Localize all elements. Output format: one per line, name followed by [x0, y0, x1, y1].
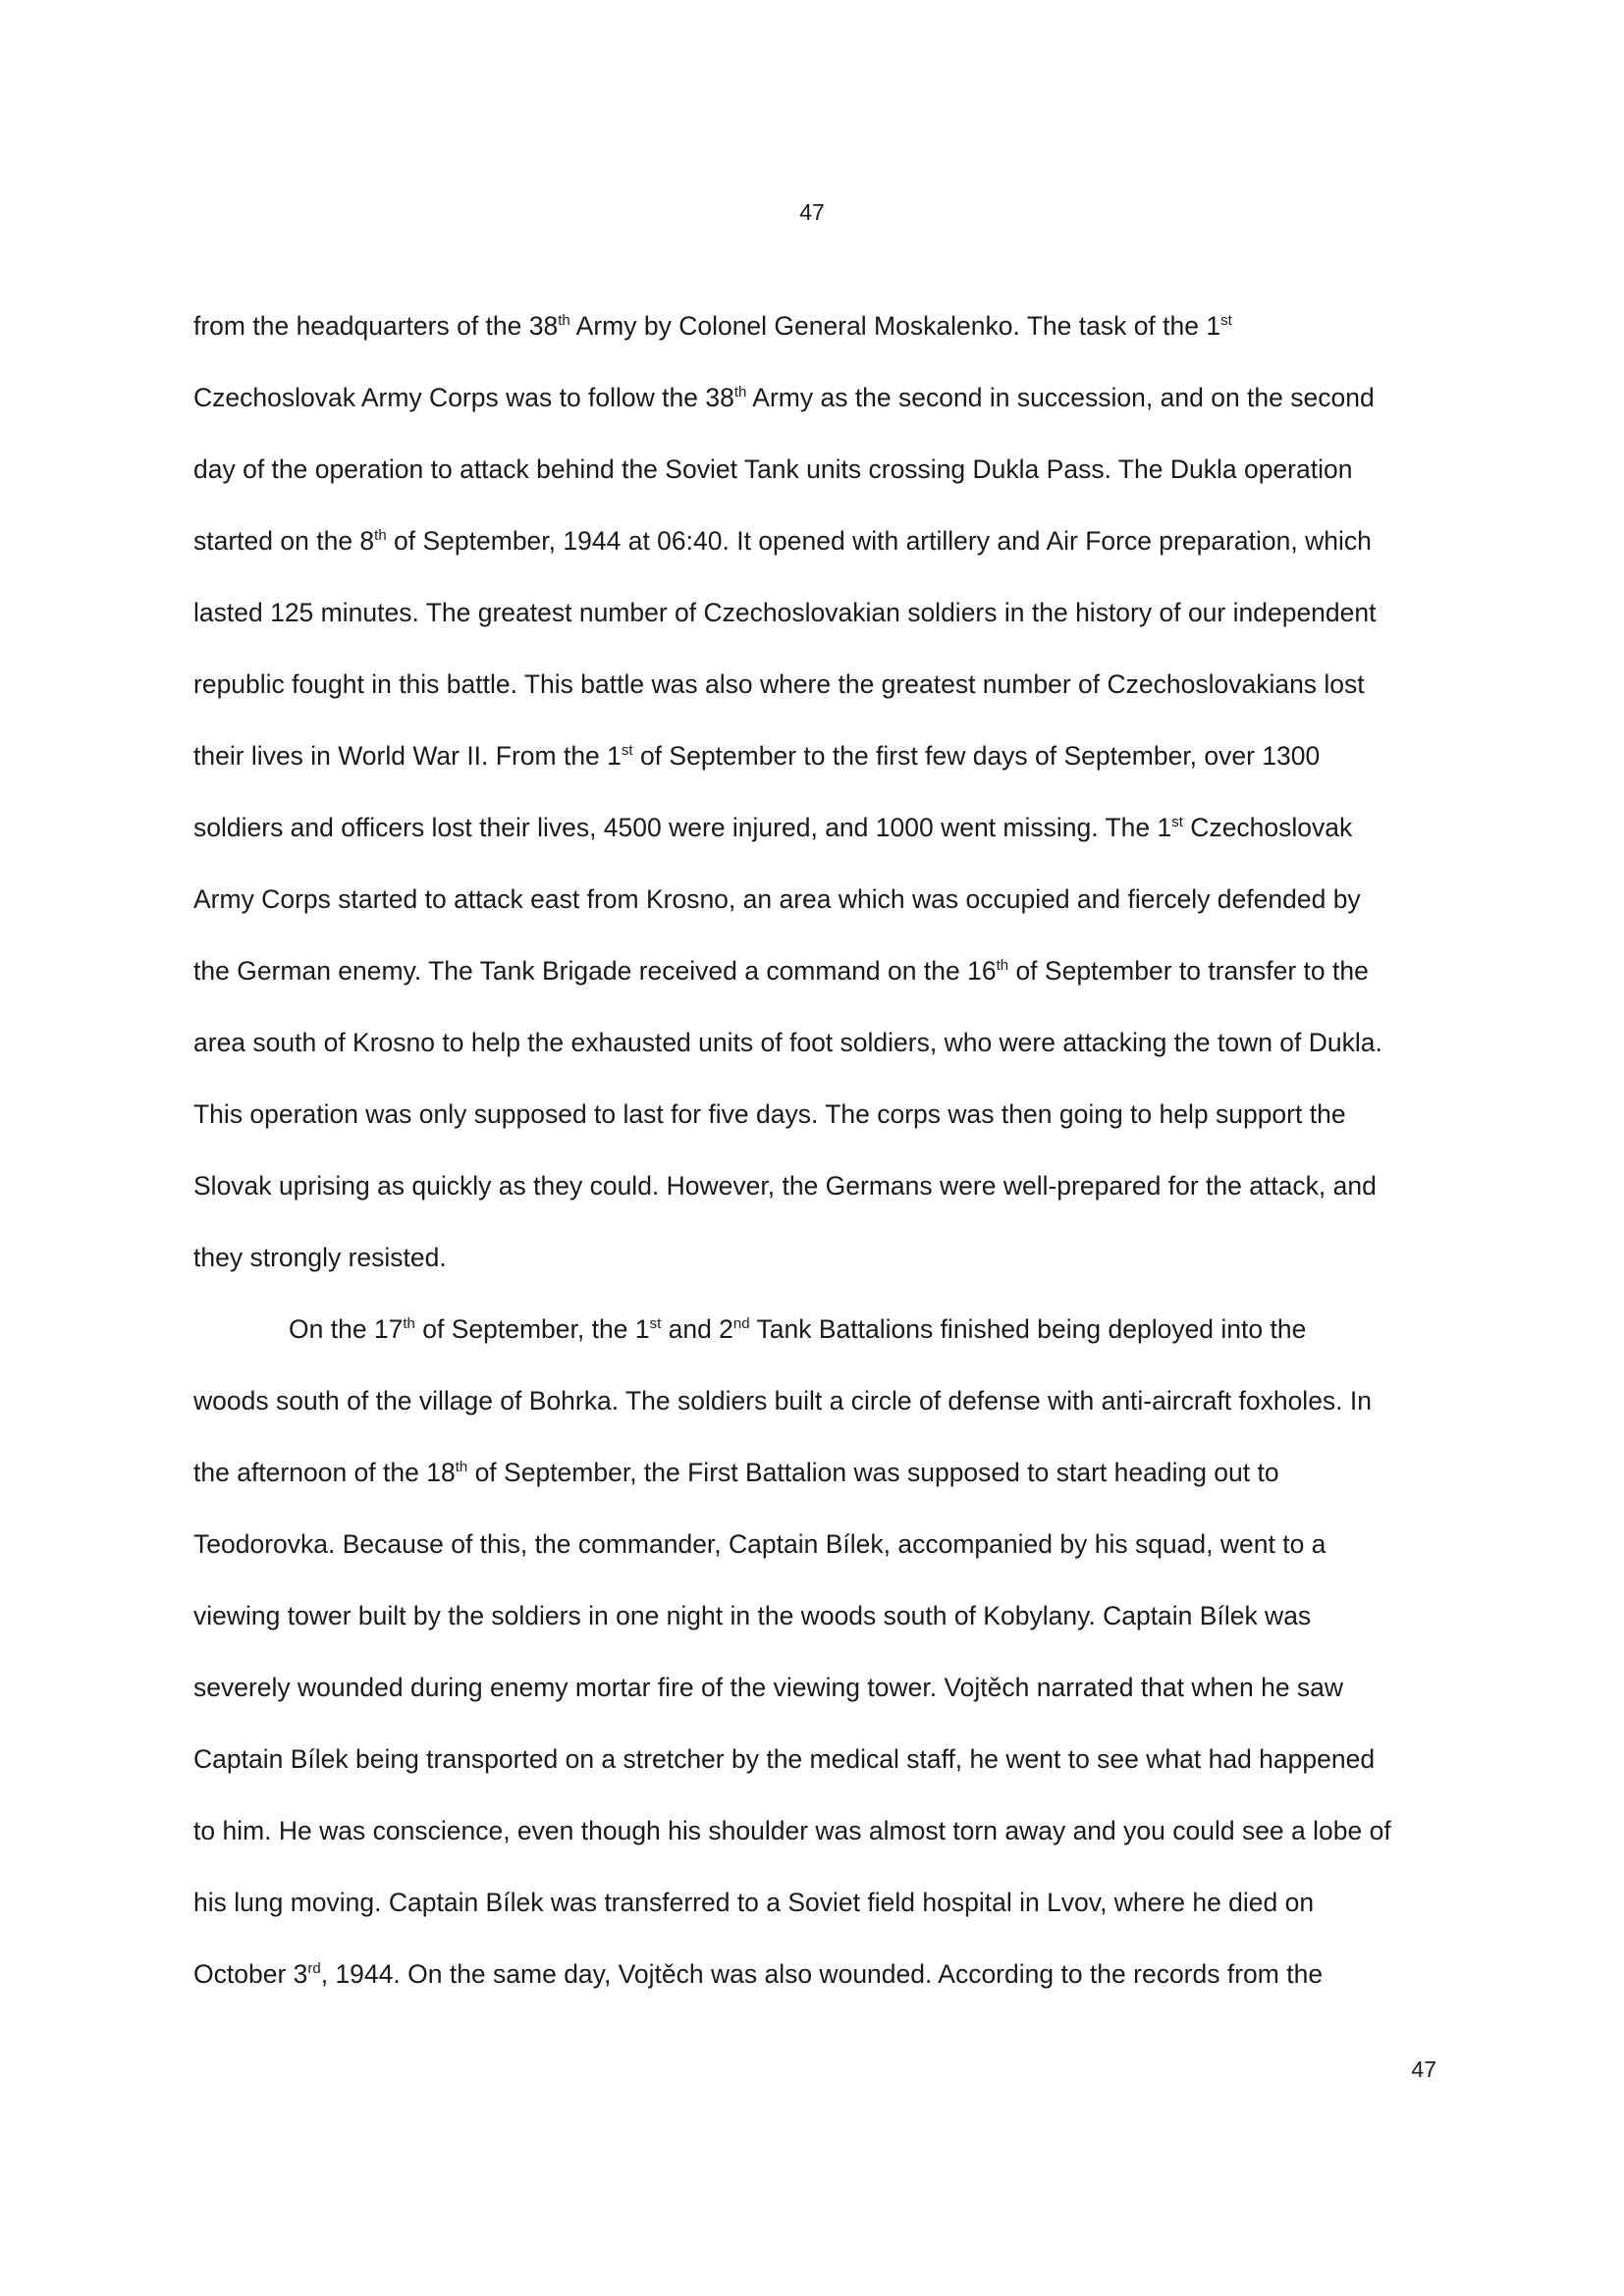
text-line — [193, 1437, 1460, 1509]
text-segment: to him. He was conscience, even though his shoulder was almost torn away and you could see a lobe of — [193, 1816, 1391, 1845]
text-line — [193, 649, 1460, 721]
text-segment: Tank Battalions finished being deployed into the — [749, 1314, 1307, 1344]
text-segment: woods south of the village of Bohrka. The soldiers built a circle of defense with anti-aircraft foxholes. In — [193, 1386, 1373, 1415]
superscript: th — [558, 312, 570, 329]
text-line — [193, 1365, 1460, 1437]
text-segment: viewing tower built by the soldiers in one night in the woods south of Kobylany. Captain Bílek was — [193, 1601, 1312, 1630]
text-line — [193, 1652, 1460, 1724]
text-segment: of September to transfer to the — [1008, 956, 1369, 986]
text-line — [193, 577, 1460, 649]
text-segment: Slovak uprising as quickly as they could. However, the Germans were well-prepared for the attack, and — [193, 1171, 1377, 1201]
text-segment: Army by Colonel General Moskalenko. The task of the 1 — [569, 311, 1221, 341]
text-segment: October 3 — [193, 1959, 308, 1989]
text-segment: lasted 125 minutes. The greatest number of Czechoslovakian soldiers in the history of our independent — [193, 598, 1377, 627]
text-segment: severely wounded during enemy mortar fire of the viewing tower. Vojtěch narrated that when he saw — [193, 1673, 1344, 1702]
text-line — [193, 1079, 1460, 1150]
text-segment: Captain Bílek being transported on a stretcher by the medical staff, he went to see what had happened — [193, 1744, 1376, 1774]
text-segment: On the 17 — [289, 1314, 404, 1344]
text-line — [193, 792, 1460, 864]
text-line — [193, 1580, 1460, 1652]
text-line — [193, 291, 1460, 362]
text-segment: the afternoon of the 18 — [193, 1458, 456, 1487]
superscript: th — [403, 1315, 415, 1332]
superscript: st — [1220, 312, 1232, 329]
text-segment: their lives in World War II. From the 1 — [193, 741, 622, 771]
text-line — [193, 1867, 1460, 1939]
text-line — [193, 1724, 1460, 1795]
superscript: st — [1171, 814, 1183, 830]
text-line — [193, 1150, 1460, 1222]
text-line — [193, 434, 1460, 506]
text-line — [193, 1294, 1460, 1365]
text-segment: from the headquarters of the 38 — [193, 311, 559, 341]
text-segment: day of the operation to attack behind the Soviet Tank units crossing Dukla Pass. The Dukla operation — [193, 454, 1353, 484]
text-segment: This operation was only supposed to last for five days. The corps was then going to help support the — [193, 1099, 1346, 1129]
superscript: th — [455, 1459, 468, 1475]
text-segment: of September to the first few days of September, over 1300 — [632, 741, 1321, 771]
text-line — [193, 935, 1460, 1007]
text-line — [193, 864, 1460, 935]
text-segment: the German enemy. The Tank Brigade received a command on the 16 — [193, 956, 997, 986]
text-segment: area south of Krosno to help the exhausted units of foot soldiers, who were attacking the town of Dukla. — [193, 1028, 1382, 1057]
superscript: nd — [732, 1315, 750, 1332]
text-segment: his lung moving. Captain Bílek was transferred to a Soviet field hospital in Lvov, where he died on — [193, 1888, 1315, 1917]
superscript: th — [733, 384, 747, 400]
text-line — [193, 1007, 1460, 1079]
superscript: th — [374, 527, 387, 544]
text-line — [193, 1222, 1460, 1294]
superscript: st — [649, 1315, 662, 1332]
text-segment: Czechoslovak — [1182, 813, 1353, 842]
text-segment: they strongly resisted. — [193, 1243, 447, 1272]
text-line — [193, 1509, 1460, 1580]
text-segment: , 1944. On the same day, Vojtěch was also wounded. According to the records from the — [320, 1959, 1324, 1989]
body-text — [193, 291, 1460, 2010]
superscript: rd — [307, 1960, 321, 1977]
text-segment: soldiers and officers lost their lives, 4500 were injured, and 1000 went missing. The 1 — [193, 813, 1172, 842]
text-segment: Czechoslovak Army Corps was to follow the 38 — [193, 383, 734, 412]
superscript: th — [996, 957, 1009, 974]
text-line — [193, 362, 1460, 434]
text-segment: started on the 8 — [193, 526, 375, 556]
text-line — [193, 1795, 1460, 1867]
text-segment: Teodorovka. Because of this, the commander, Captain Bílek, accompanied by his squad, went to a — [193, 1529, 1326, 1559]
page-number-bottom: 47 — [1411, 2056, 1436, 2082]
text-segment: Army Corps started to attack east from Krosno, an area which was occupied and fiercely defended by — [193, 884, 1361, 914]
text-segment: of September, the First Battalion was supposed to start heading out to — [467, 1458, 1279, 1487]
text-segment: Army as the second in succession, and on the second — [746, 383, 1375, 412]
superscript: st — [621, 742, 633, 759]
text-segment: of September, the 1 — [414, 1314, 650, 1344]
text-line — [193, 721, 1460, 792]
text-line — [193, 1939, 1460, 2010]
text-segment: republic fought in this battle. This battle was also where the greatest number of Czechoslovakians lost — [193, 669, 1365, 699]
text-segment: and 2 — [661, 1314, 733, 1344]
text-segment: of September, 1944 at 06:40. It opened with artillery and Air Force preparation, which — [386, 526, 1372, 556]
page-number-top: 47 — [799, 199, 825, 225]
text-line — [193, 506, 1460, 577]
